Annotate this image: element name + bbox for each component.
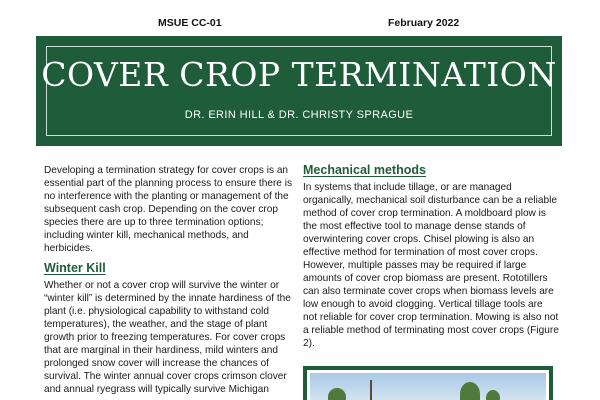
left-column	[44, 164, 294, 396]
title-banner	[36, 36, 562, 146]
pole-shape	[370, 380, 372, 400]
tree-shape	[486, 390, 500, 400]
document-title: COVER CROP TERMINATION	[41, 55, 557, 94]
document-header-line	[0, 17, 600, 31]
winter-kill-paragraph: Whether or not a cover crop will survive the winter or “winter kill” is determined by the innate hardiness of the plant (i.e. physiological capability to withstand cold temperatures), the weather, and the stage of plant growth prior to freezing temperatures. For cover crops that are marginal in their hardiness, mild winters and prolonged snow cover will increase the chances of survival. The winter annual cover crops crimson clover and annual ryegrass will typically survive Michigan	[44, 280, 291, 395]
figure-2-photo	[310, 373, 546, 400]
document-date: February 2022	[388, 17, 460, 29]
mechanical-methods-paragraph: In systems that include tillage, or are managed organically, mechanical soil disturbance can be a reliable method of cover crop termination. A moldboard plow is the most effective tool to manage dense stands of overwintering cover crops. Chisel plowing is also an effective method for termination of most cover crops. However, multiple passes may be required if large amounts of cover crop biomass are present. Rototillers can also terminate cover crops when biomass levels are low enough to avoid clogging. Vertical tillage tools are not reliable for cover crop termination. Mowing is also not a reliable method of terminating most cover crops (Figure 2).	[303, 182, 559, 349]
document-code: MSUE CC-01	[158, 17, 222, 29]
figure-2-frame	[303, 366, 553, 400]
mechanical-methods-heading: Mechanical methods	[303, 163, 426, 177]
tree-shape	[460, 382, 480, 400]
right-column	[303, 164, 559, 350]
tree-shape	[328, 388, 346, 400]
document-authors: DR. ERIN HILL & DR. CHRISTY SPRAGUE	[184, 109, 414, 121]
winter-kill-heading: Winter Kill	[44, 261, 106, 275]
intro-paragraph: Developing a termination strategy for cover crops is an essential part of the planning process to ensure there is no interference with the planting or management of the subsequent cash crop. Depending on the cover crop species there are up to three termination options; including winter kill, mechanical methods, and herbicides.	[44, 165, 293, 254]
